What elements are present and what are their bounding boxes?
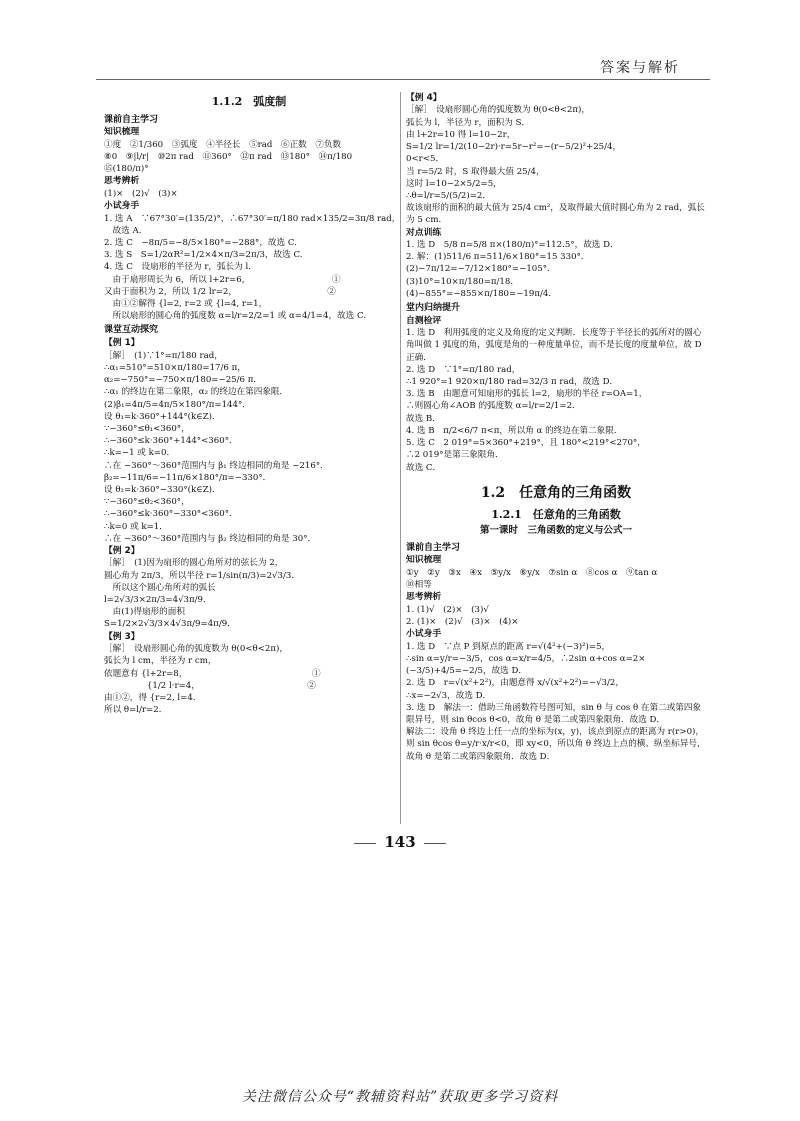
lesson-title: 第一课时 三角函数的定义与公式一: [479, 525, 632, 537]
text-line: 由 l+2r=10 得 l=10−2r，: [406, 129, 516, 140]
text-paragraph: 故该扇形的面积的最大值为 25/4 cm²，及取得最大值时圆心角为 2 rad，弧长为 5 cm．: [406, 203, 705, 226]
subsection-heading: 【例 4】: [406, 93, 442, 103]
text-line: 3. 选 B 由题意可知扇形的弧长 l=2，扇形的半径 r=OA=1，: [406, 389, 648, 400]
text-line: ［解］ (1)因为扇形的圆心角所对的弦长为 2，: [104, 558, 284, 569]
text-line: ［解］ (1)∵1°=π/180 rad，: [104, 350, 223, 361]
text-line: ∴α₁ 的终边在第二象限，α₂ 的终边在第四象限．: [104, 387, 289, 398]
text-line: 依题意有 {l+2r=8， ①: [104, 668, 321, 679]
text-line: ∴1 920°=1 920×π/180 rad=32/3 π rad，故选 D．: [406, 377, 619, 388]
page-number: 143: [384, 833, 416, 851]
running-header: 答案与解析: [600, 60, 680, 76]
text-line: ∴−360°≤k·360°−330°<360°．: [104, 509, 238, 520]
subsection-heading: 【例 3】: [104, 631, 140, 642]
text-line: ∴在 −360°～360°范围内与 β₁ 终边相同的角是 −216°．: [104, 460, 329, 471]
text-line: 弧长为 l，半径为 r，面积为 S．: [406, 117, 531, 128]
text-line: {1/2 l·r=4， ②: [104, 680, 316, 691]
text-line: (1)× (2)√ (3)×: [104, 188, 178, 199]
text-line: 1. (1)√ (2)× (3)√: [406, 604, 489, 615]
text-line: 又由于面积为 2，所以 1/2 lr=2， ②: [104, 286, 336, 297]
text-line: 设 θ₁=k·360°+144°(k∈Z)．: [104, 411, 221, 422]
page-number-dash-right: [424, 843, 446, 844]
text-line: 当 r=5/2 时，S 取得最大值 25/4，: [406, 166, 545, 177]
column-divider: [400, 92, 401, 824]
section-heading: 课前自主学习: [406, 542, 461, 553]
text-line: 圆心角为 2π/3，所以半径 r=1/sin(π/3)=2√3/3．: [104, 570, 300, 581]
text-line: ∴θ=l/r=5/(5/2)=2．: [406, 190, 491, 201]
text-line: ∴sin α=y/r=−3/5，cos α=x/r=4/5，∴2sin α+cos α=2×: [406, 653, 646, 664]
text-line: ∴x=−2√3，故选 D．: [406, 690, 492, 701]
text-line: 5. 选 C 2 019°=5×360°+219°，且 180°<219°<270°，: [406, 438, 646, 449]
text-line: 0<r<5．: [406, 154, 445, 165]
text-line: 由(1)得扇形的面积: [104, 607, 185, 618]
text-line: 2. 选 D r=√(x²+2²)，由题意得 x/√(x²+2²)=−√3/2，: [406, 678, 624, 689]
text-line: ⑧0 ⑨|l/r| ⑩2π rad ⑪360° ⑫π rad ⑬180° ⑭π/180: [104, 152, 353, 163]
text-line: 1. 选 D ∵点 P 到原点的距离 r=√(4²+(−3)²)=5，: [406, 641, 611, 652]
text-line: ∴在 −360°～360°范围内与 β₂ 终边相同的角是 30°．: [104, 533, 317, 544]
text-line: 故选 A.: [104, 225, 142, 236]
section-heading: 课堂互动探究: [104, 325, 159, 336]
text-line: ∵−360°≤θ₁<360°，: [104, 423, 190, 434]
subsection-heading: 【例 2】: [104, 545, 140, 556]
text-line: 由于扇形周长为 6，所以 l+2r=6， ①: [104, 274, 341, 285]
text-line: 2. 解：(1)511/6 π=511/6×180°=15 330°．: [406, 252, 590, 263]
text-line: ∴k=−1 或 k=0．: [104, 448, 176, 459]
section-title: 1.2.1 任意角的三角函数: [491, 507, 621, 521]
subsection-heading: 【例 1】: [104, 338, 140, 349]
text-line: 1. 选 A ∵67°30′=(135/2)°，∴67°30′=π/180 rad×135/2=3π/8 rad，: [104, 213, 401, 224]
text-line: ［解］ 设扇形圆心角的弧度数为 θ(0<θ<2π)，: [104, 644, 288, 655]
text-line: (4)−855°=−855×π/180=−19π/4．: [406, 288, 557, 299]
page-number-area: [0, 833, 800, 851]
text-line: ⑮(180/π)°: [104, 164, 149, 175]
subsection-heading: 对点训练: [406, 227, 442, 238]
subsection-heading: 小试身手: [406, 629, 442, 640]
text-line: 由①②，得 {r=2, l=4．: [104, 692, 202, 703]
text-line: ［解］ 设扇形圆心角的弧度数为 θ(0<θ<2π)，: [406, 105, 590, 116]
text-paragraph: 3. 选 D 解法一：借助三角函数符号图可知，sin θ 与 cos θ 在第二或第四象限异号，则 sin θcos θ<0，故角 θ 是第二或第四象限角．故选 D．: [406, 702, 702, 725]
subsection-heading: 小试身手: [104, 201, 140, 212]
text-line: (−3/5)+4/5=−2/5，故选 D．: [406, 666, 527, 677]
text-line: 2. (1)× (2)√ (3)× (4)×: [406, 617, 519, 628]
text-line: l=2√3/3×2π/3=4√3π/9．: [104, 595, 212, 606]
text-line: 3. 选 S S=1/2αR²=1/2×4×π/3=2π/3，故选 C.: [104, 250, 303, 261]
text-line: 2. 选 C −8π/5=−8/5×180°=−288°，故选 C.: [104, 238, 297, 249]
section-heading: 课前自主学习: [104, 114, 159, 125]
text-line: ①度 ②1/360 ③弧度 ④半径长 ⑤rad ⑥正数 ⑦负数: [104, 139, 342, 150]
text-line: 1. 选 D 5/8 π=5/8 π×(180/π)°=112.5°，故选 D．: [406, 240, 619, 250]
text-line: 所以这个圆心角所对的弧长: [104, 582, 216, 593]
subsection-heading: 思考辨析: [104, 176, 140, 187]
text-line: 故选 B．: [406, 413, 441, 424]
text-line: 所以 θ=l/r=2．: [104, 705, 168, 716]
text-line: ∴α₁=510°=510×π/180=17/6 π，: [104, 362, 246, 373]
text-line: (2)−7π/12=−7/12×180°=−105°．: [406, 264, 556, 275]
text-line: 4. 选 C 设扇形的半径为 r，弧长为 l．: [104, 262, 257, 273]
text-line: 2. 选 D ∵1°=π/180 rad，: [406, 364, 521, 375]
text-line: ⑩相等: [406, 580, 432, 591]
text-line: (2)β₁=4π/5=4π/5×180°/π=144°．: [104, 399, 251, 410]
section-title: 1.1.2 弧度制: [211, 95, 287, 108]
text-line: ∴−360°≤k·360°+144°<360°．: [104, 436, 238, 447]
text-line: α₂=−750°=−750×π/180=−25/6 π．: [104, 375, 262, 386]
subsection-heading: 知识梳理: [104, 127, 140, 138]
text-line: 弧长为 l cm，半径为 r cm，: [104, 656, 217, 667]
text-paragraph: 解法二：设角 θ 终边上任一点的坐标为(x，y)，该点到原点的距离为 r(r>0)，则 sin θcos θ=y/r·x/r<0，即 xy<0，所以角 θ 终边上点的横、纵坐标异号，故角 θ 是第二或第四象限角．故选 D．: [406, 727, 706, 762]
text-line: 所以扇形的圆心角的弧度数 α=l/r=2/2=1 或 α=4/1=4，故选 C.: [104, 311, 366, 322]
subsection-heading: 思考辨析: [406, 592, 442, 603]
chapter-title: 1.2 任意角的三角函数: [480, 484, 632, 501]
text-line: β₂=−11π/6=−11π/6×180°/π=−330°．: [104, 472, 272, 483]
text-line: 故选 C．: [406, 462, 442, 473]
text-line: S=1/2 lr=1/2(10−2r)·r=5r−r²=−(r−5/2)²+25/4，: [406, 142, 622, 153]
page-number-dash-left: [354, 843, 376, 844]
left-column: [104, 92, 401, 716]
text-line: 设 θ₂=k·360°−330°(k∈Z)．: [104, 484, 221, 495]
text-line: ∴k=0 或 k=1．: [104, 521, 168, 532]
subsection-heading: 自测检评: [406, 315, 442, 326]
right-column: [406, 92, 706, 763]
text-line: ∵−360°≤θ₂<360°，: [104, 497, 190, 508]
subsection-heading: 知识梳理: [406, 555, 442, 566]
footer-note: 关注微信公众号“教辅资料站”获取更多学习资料: [241, 1089, 559, 1105]
header-rule: [96, 79, 710, 80]
text-line: 由①②解得 {l=2, r=2 或 {l=4, r=1，: [104, 299, 268, 310]
text-line: ∴2 019°是第三象限角．: [406, 450, 504, 461]
text-line: S=1/2×2√3/3×4√3π/9=4π/9．: [104, 619, 236, 630]
text-line: ∴则圆心角∠AOB 的弧度数 α=l/r=2/1=2．: [406, 401, 581, 412]
text-line: ①y ②y ③x ④x ⑤y/x ⑥y/x ⑦sin α ⑧cos α ⑨tan α: [406, 567, 658, 578]
text-line: (3)10°=10×π/180=π/18．: [406, 276, 519, 287]
section-heading: 堂内归纳提升: [406, 303, 461, 314]
text-paragraph: 1. 选 D 利用弧度的定义及角度的定义判断．长度等于半径长的弧所对的圆心角叫做 1 弧度的角，弧度是角的一种度量单位，而不是长度的度量单位，故 D 正确．: [406, 328, 702, 363]
text-line: 4. 选 B π/2<6/7 π<π，所以角 α 的终边在第二象限．: [406, 425, 623, 436]
text-line: 这时 l=10−2×5/2=5，: [406, 178, 502, 189]
